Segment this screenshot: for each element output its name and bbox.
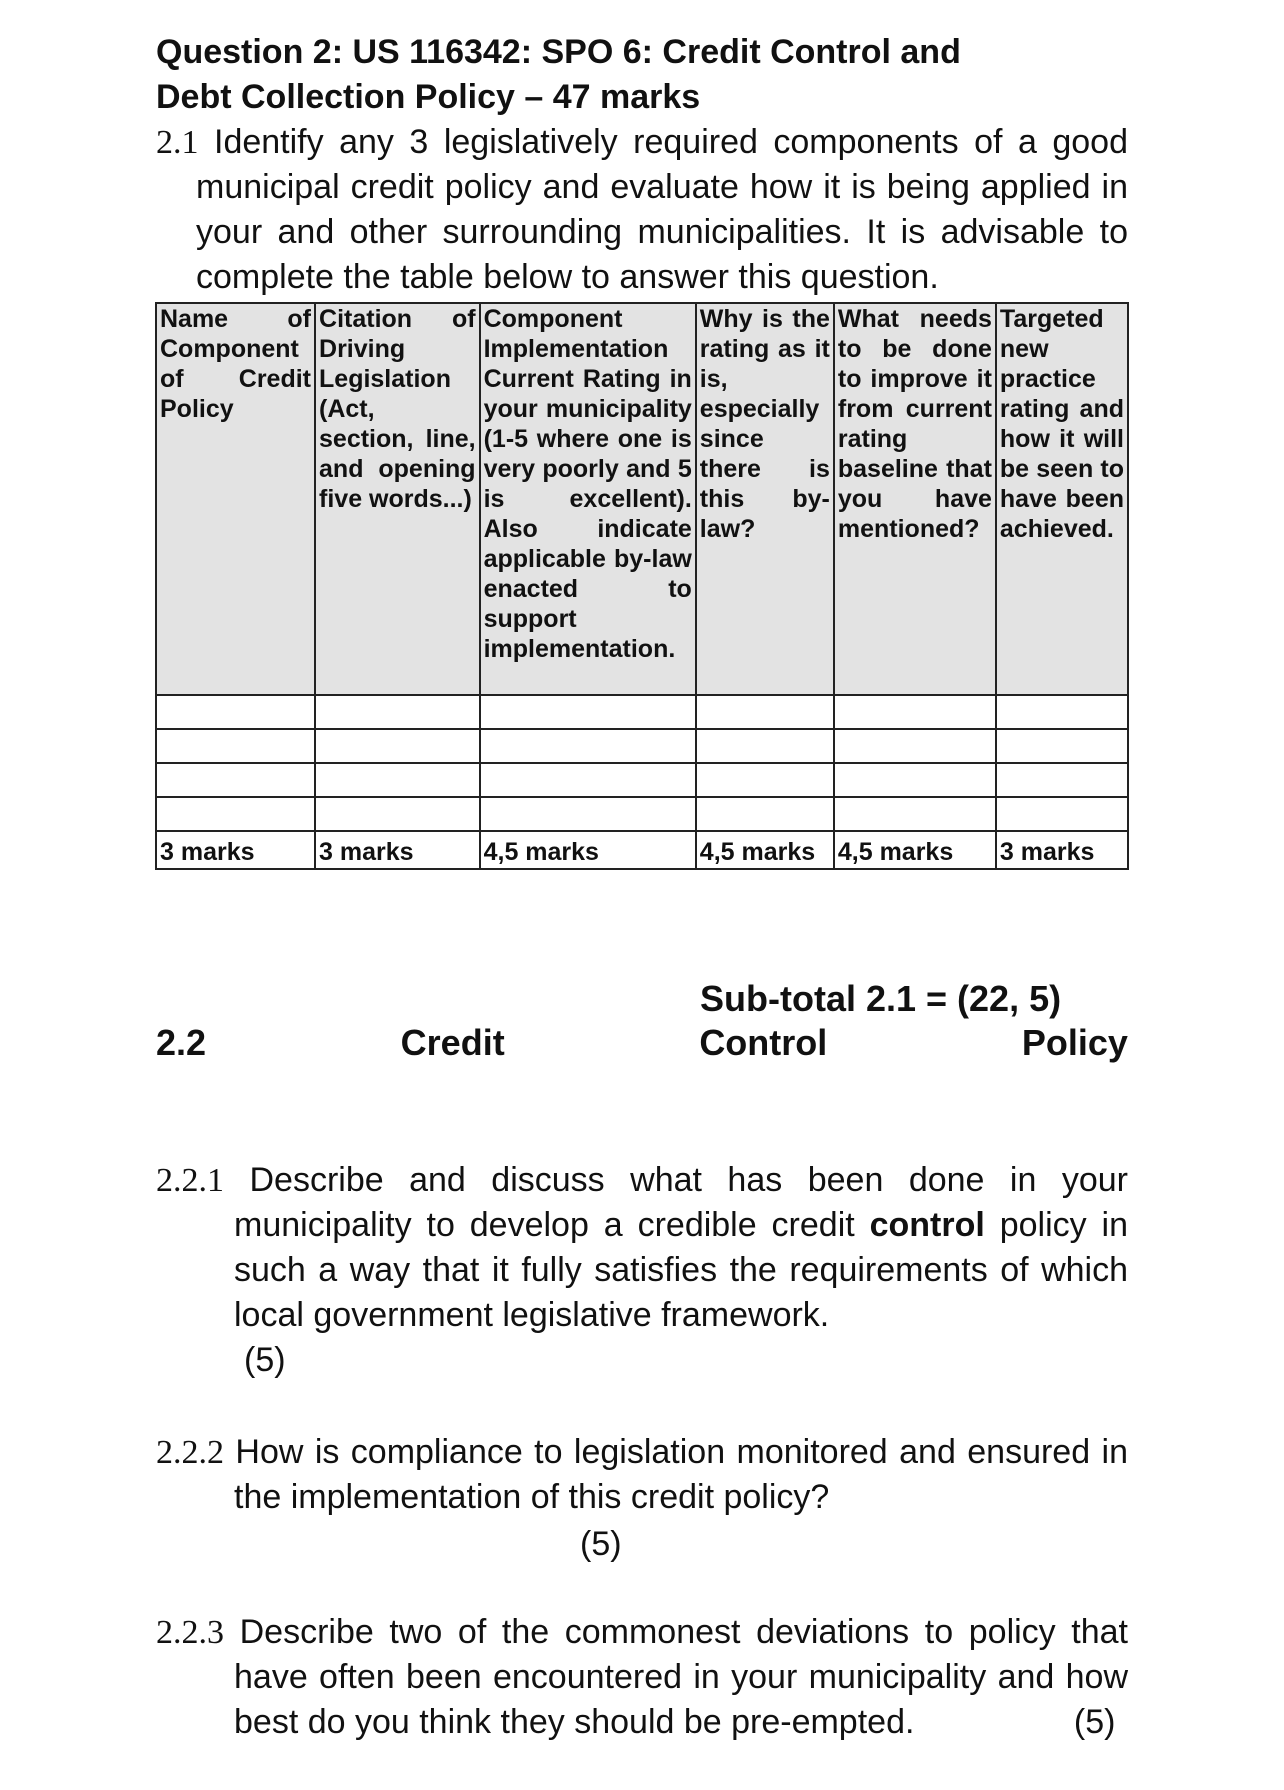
answer-cell[interactable] (696, 695, 834, 729)
question-2-2-1 (156, 1158, 1128, 1383)
answer-cell[interactable] (480, 797, 696, 831)
answer-cell[interactable] (315, 695, 480, 729)
header-cell: Component Implementation Current Rating in your municipality (1-5 where one is very poorly and 5 is excellent). Also indicate applicable by-law enacted to support implementation. (480, 303, 696, 695)
table-row (156, 729, 1128, 763)
question-marks: (5) (580, 1525, 622, 1563)
question-title-line2: Debt Collection Policy – 47 marks (156, 78, 701, 116)
question-2-2-3 (156, 1610, 1128, 1745)
answer-cell[interactable] (696, 763, 834, 797)
header-cell: Name of Component of Credit Policy (156, 303, 315, 695)
marks-cell: 4,5 marks (696, 831, 834, 869)
section-word: Control (699, 1022, 828, 1063)
header-cell: What needs to be done to improve it from current rating baseline that you have mentioned? (834, 303, 996, 695)
answer-cell[interactable] (834, 763, 996, 797)
question-number: 2.2.3 (156, 1614, 224, 1651)
answer-cell[interactable] (156, 695, 315, 729)
marks-cell: 4,5 marks (480, 831, 696, 869)
marks-cell: 3 marks (315, 831, 480, 869)
question-2-2-2 (156, 1430, 1128, 1567)
answer-table (155, 302, 1129, 870)
answer-cell[interactable] (996, 729, 1128, 763)
question-text: Describe two of the commonest deviations to policy that have often been encountered in your municipality and how best do you think they should be pre-empted. (234, 1613, 1129, 1741)
answer-cell[interactable] (156, 797, 315, 831)
header-cell: Targeted new practice rating and how it will be seen to have been achieved. (996, 303, 1128, 695)
answer-cell[interactable] (480, 695, 696, 729)
answer-cell[interactable] (996, 797, 1128, 831)
answer-cell[interactable] (156, 729, 315, 763)
marks-cell: 3 marks (156, 831, 315, 869)
question-title-line1: Question 2: US 116342: SPO 6: Credit Control and (156, 33, 961, 71)
question-text: Describe and discuss what has been done in your municipality to develop a credible credit (234, 1161, 1129, 1244)
table-row (156, 797, 1128, 831)
question-number: 2.2.2 (156, 1434, 224, 1471)
table-row (156, 763, 1128, 797)
question-marks: (5) (244, 1341, 286, 1379)
table-header-row (156, 303, 1128, 695)
answer-cell[interactable] (696, 729, 834, 763)
table-marks-row (156, 831, 1128, 869)
question-2-1-number: 2.1 (156, 124, 199, 161)
question-text: How is compliance to legislation monitored and ensured in the implementation of this credit policy? (234, 1433, 1128, 1516)
answer-cell[interactable] (315, 797, 480, 831)
table-row (156, 695, 1128, 729)
question-marks: (5) (1073, 1703, 1116, 1741)
marks-cell: 4,5 marks (834, 831, 996, 869)
marks-cell: 3 marks (996, 831, 1128, 869)
question-2-1 (156, 120, 1128, 300)
answer-cell[interactable] (156, 763, 315, 797)
answer-cell[interactable] (480, 763, 696, 797)
question-text-bold: control (869, 1206, 985, 1244)
answer-cell[interactable] (480, 729, 696, 763)
answer-cell[interactable] (834, 729, 996, 763)
answer-cell[interactable] (996, 763, 1128, 797)
document-page (156, 30, 1128, 870)
answer-cell[interactable] (834, 797, 996, 831)
question-number: 2.2.1 (156, 1162, 224, 1199)
answer-cell[interactable] (315, 729, 480, 763)
section-number: 2.2 (156, 1022, 207, 1063)
answer-cell[interactable] (834, 695, 996, 729)
header-cell: Why is the rating as it is, especially since there is this by-law? (696, 303, 834, 695)
answer-cell[interactable] (315, 763, 480, 797)
question-2-1-text: Identify any 3 legislatively required components of a good municipal credit policy and evaluate how it is being applied in your and other surrounding municipalities. It is advisable to complete the table below to answer this question. (196, 123, 1128, 296)
answer-cell[interactable] (996, 695, 1128, 729)
section-word: Policy (1021, 1022, 1128, 1063)
question-text: policy in such a way that it fully satisfies the requirements of which local government legislative framework. (234, 1206, 1128, 1334)
section-2-2-heading (156, 1022, 1128, 1064)
answer-cell[interactable] (696, 797, 834, 831)
subtotal-2-1: Sub-total 2.1 = (22, 5) (700, 978, 1062, 1019)
header-cell: Citation of Driving Legislation (Act, section, line, and opening five words...) (315, 303, 480, 695)
section-word: Credit (400, 1022, 505, 1063)
